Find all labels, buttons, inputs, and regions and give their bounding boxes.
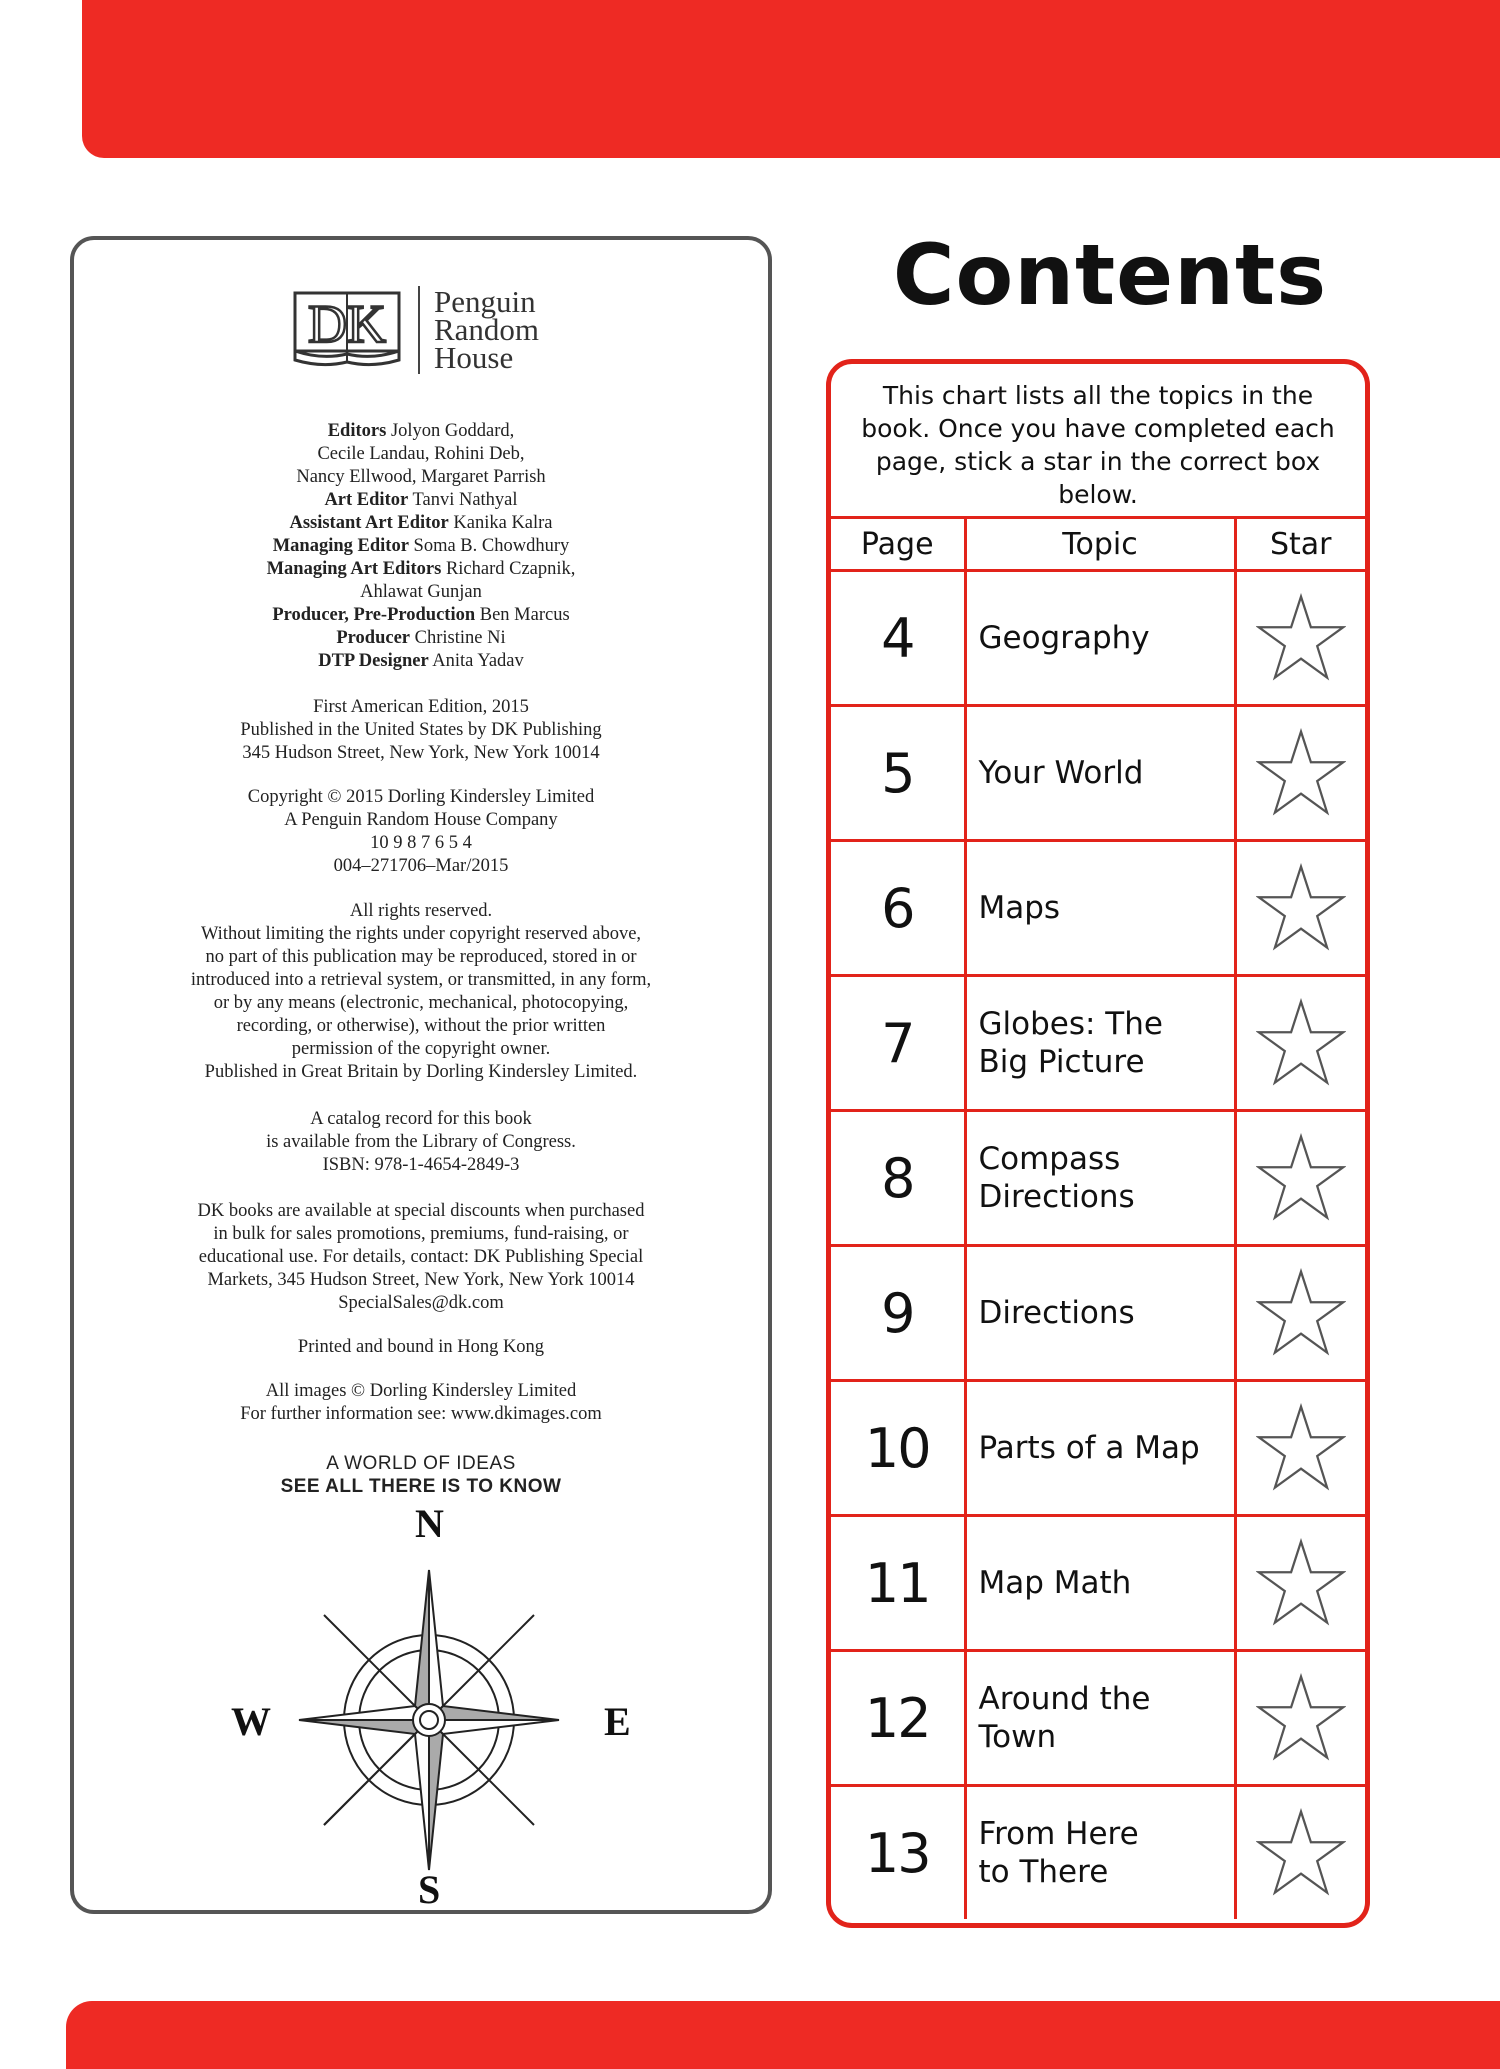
topic-cell (965, 1381, 1235, 1516)
credit-names: Ben Marcus (479, 605, 570, 625)
topic-line: Maps (978, 890, 1061, 926)
credit-line (74, 466, 768, 489)
edition-block (74, 696, 768, 765)
credit-role: Managing Editor (272, 536, 409, 556)
rights-line: introduced into a retrieval system, or transmitted, in any form, (190, 970, 652, 990)
topic-line: Around the (978, 1681, 1151, 1717)
credit-line (74, 650, 768, 673)
copyright-line: A Penguin Random House Company (284, 810, 558, 830)
star-outline-icon (1256, 1133, 1346, 1223)
credit-names: Soma B. Chowdhury (413, 536, 570, 556)
topic-cell (965, 571, 1235, 706)
tagline-line-2: SEE ALL THERE IS TO KNOW (280, 1476, 562, 1497)
compass-north-label: N (415, 1501, 444, 1546)
credit-line (74, 627, 768, 650)
page-number: 10 (831, 1381, 965, 1516)
topic-cell (965, 1516, 1235, 1651)
rights-line: Without limiting the rights under copyright reserved above, (200, 924, 642, 944)
table-header-row (831, 518, 1365, 571)
credit-role: Managing Art Editors (266, 559, 442, 579)
topic-line: Big Picture (978, 1044, 1145, 1080)
compass-east-label: E (604, 1699, 631, 1744)
table-row (831, 841, 1365, 976)
contents-chart (826, 359, 1370, 1928)
topic-cell (965, 706, 1235, 841)
compass-south-label: S (418, 1867, 441, 1912)
credit-role: Art Editor (324, 490, 409, 510)
page-number: 11 (831, 1516, 965, 1651)
compass-rose (231, 1501, 631, 1912)
copyright-line: Copyright © 2015 Dorling Kindersley Limited (247, 787, 595, 807)
credit-role: Producer, Pre-Production (272, 605, 476, 625)
credit-line (74, 420, 768, 443)
table-row (831, 706, 1365, 841)
table-row (831, 1786, 1365, 1920)
topic-line: to There (978, 1854, 1109, 1890)
special-line: DK books are available at special discounts when purchased (197, 1201, 645, 1221)
tagline-line-1: A WORLD OF IDEAS (326, 1453, 516, 1474)
page-number: 9 (831, 1246, 965, 1381)
topic-cell (965, 1786, 1235, 1920)
table-row (831, 1111, 1365, 1246)
copyright-line: 10 9 8 7 6 5 4 (370, 833, 472, 853)
topic-line: Directions (978, 1295, 1135, 1331)
star-box[interactable] (1235, 1246, 1365, 1381)
topic-cell (965, 1111, 1235, 1246)
special-line: educational use. For details, contact: DK Publishing Special (198, 1247, 644, 1267)
credit-names: Nancy Ellwood, Margaret Parrish (296, 467, 546, 487)
dk-book-icon (292, 290, 402, 370)
printed-text: Printed and bound in Hong Kong (297, 1337, 545, 1357)
table-row (831, 1246, 1365, 1381)
credit-role: Producer (336, 628, 411, 648)
star-box[interactable] (1235, 571, 1365, 706)
star-outline-icon (1256, 1673, 1346, 1763)
table-row (831, 1381, 1365, 1516)
topic-line: From Here (978, 1816, 1139, 1852)
credit-names: Kanika Kalra (453, 513, 553, 533)
catalog-block (74, 1108, 768, 1177)
credit-role: Assistant Art Editor (289, 513, 449, 533)
rights-line: permission of the copyright owner. (291, 1039, 551, 1059)
top-color-band (82, 0, 1500, 158)
credit-line (74, 443, 768, 466)
credit-line (74, 535, 768, 558)
images-block (74, 1380, 768, 1426)
printed-line (74, 1336, 768, 1359)
page-number: 8 (831, 1111, 965, 1246)
star-box[interactable] (1235, 706, 1365, 841)
star-outline-icon (1256, 728, 1346, 818)
topic-line: Parts of a Map (978, 1430, 1200, 1466)
topic-cell (965, 1651, 1235, 1786)
images-line: For further information see: www.dkimages.com (240, 1404, 602, 1424)
table-row (831, 571, 1365, 706)
header-page: Page (831, 518, 965, 571)
page-number: 12 (831, 1651, 965, 1786)
penguin-random-house-wordmark (434, 284, 540, 375)
rights-line: or by any means (electronic, mechanical, photocopying, (213, 993, 629, 1013)
credit-line (74, 558, 768, 581)
topic-cell (965, 1246, 1235, 1381)
catalog-line: is available from the Library of Congress. (266, 1132, 576, 1152)
header-star: Star (1235, 518, 1365, 571)
table-row (831, 976, 1365, 1111)
topic-line: Town (978, 1719, 1057, 1755)
compass-west-label: W (231, 1699, 271, 1744)
credit-names: Anita Yadav (432, 651, 524, 671)
star-outline-icon (1256, 1808, 1346, 1898)
catalog-line: ISBN: 978-1-4654-2849-3 (322, 1155, 520, 1175)
edition-line: Published in the United States by DK Publishing (240, 720, 602, 740)
publisher-logo (292, 284, 540, 375)
credit-names: Cecile Landau, Rohini Deb, (317, 444, 525, 464)
table-row (831, 1516, 1365, 1651)
rights-line: recording, or otherwise), without the prior written (236, 1016, 606, 1036)
star-box[interactable] (1235, 1381, 1365, 1516)
star-outline-icon (1256, 1403, 1346, 1493)
star-box[interactable] (1235, 1516, 1365, 1651)
contents-table (831, 516, 1365, 1919)
chart-intro: This chart lists all the topics in the book. Once you have completed each page, stick a star in the correct box below. (861, 381, 1335, 509)
topic-line: Geography (978, 620, 1150, 656)
topic-line: Directions (978, 1179, 1135, 1215)
topic-cell (965, 976, 1235, 1111)
credit-names: Richard Czapnik, (445, 559, 576, 579)
star-outline-icon (1256, 863, 1346, 953)
topic-line: Globes: The (978, 1006, 1163, 1042)
copyright-line: 004–271706–Mar/2015 (333, 856, 509, 876)
credit-line (74, 604, 768, 627)
bottom-color-band (66, 2001, 1500, 2069)
edition-line: 345 Hudson Street, New York, New York 10014 (242, 743, 600, 763)
imprint-panel (70, 236, 772, 1914)
topic-line: Your World (978, 755, 1144, 791)
star-box[interactable] (1235, 1786, 1365, 1920)
rights-line: All rights reserved. (349, 901, 493, 921)
catalog-line: A catalog record for this book (310, 1109, 532, 1129)
star-outline-icon (1256, 998, 1346, 1088)
images-line: All images © Dorling Kindersley Limited (265, 1381, 577, 1401)
topic-cell (965, 841, 1235, 976)
credit-role: DTP Designer (318, 651, 429, 671)
credit-line (74, 512, 768, 535)
credit-names: Ahlawat Gunjan (360, 582, 482, 602)
special-sales-block (74, 1200, 768, 1315)
prh-line-3: House (434, 340, 514, 375)
copyright-block (74, 786, 768, 878)
prh-line-1: Penguin (434, 284, 536, 319)
credit-line (74, 581, 768, 604)
topic-line: Map Math (978, 1565, 1132, 1601)
table-row (831, 1651, 1365, 1786)
star-outline-icon (1256, 1268, 1346, 1358)
credit-line (74, 489, 768, 512)
special-line: in bulk for sales promotions, premiums, fund-raising, or (213, 1224, 629, 1244)
special-line: Markets, 345 Hudson Street, New York, New York 10014 (207, 1270, 635, 1290)
star-outline-icon (1256, 1538, 1346, 1628)
tagline (74, 1452, 768, 1498)
star-box[interactable] (1235, 976, 1365, 1111)
special-line: SpecialSales@dk.com (338, 1293, 504, 1313)
star-outline-icon (1256, 593, 1346, 683)
page-number: 5 (831, 706, 965, 841)
star-box[interactable] (1235, 841, 1365, 976)
rights-line: Published in Great Britain by Dorling Kindersley Limited. (204, 1062, 638, 1082)
rights-line: no part of this publication may be reproduced, stored in or (205, 947, 637, 967)
page-number: 6 (831, 841, 965, 976)
credit-role: Editors (327, 421, 387, 441)
edition-line: First American Edition, 2015 (313, 697, 529, 717)
star-box[interactable] (1235, 1651, 1365, 1786)
compass-rose-icon (234, 1540, 624, 1900)
star-box[interactable] (1235, 1111, 1365, 1246)
credits-block (74, 420, 768, 673)
page-number: 7 (831, 976, 965, 1111)
contents-title: Contents (892, 226, 1328, 324)
credit-names: Jolyon Goddard, (390, 421, 515, 441)
logo-divider (418, 286, 420, 374)
page-number: 4 (831, 571, 965, 706)
topic-line: Compass (978, 1141, 1121, 1177)
credit-names: Christine Ni (414, 628, 506, 648)
prh-line-2: Random (434, 312, 540, 347)
rights-block (74, 900, 768, 1084)
header-topic: Topic (965, 518, 1235, 571)
dk-logo (292, 290, 402, 370)
credit-names: Tanvi Nathyal (412, 490, 518, 510)
dk-letters: DK (308, 294, 386, 354)
page-number: 13 (831, 1786, 965, 1920)
